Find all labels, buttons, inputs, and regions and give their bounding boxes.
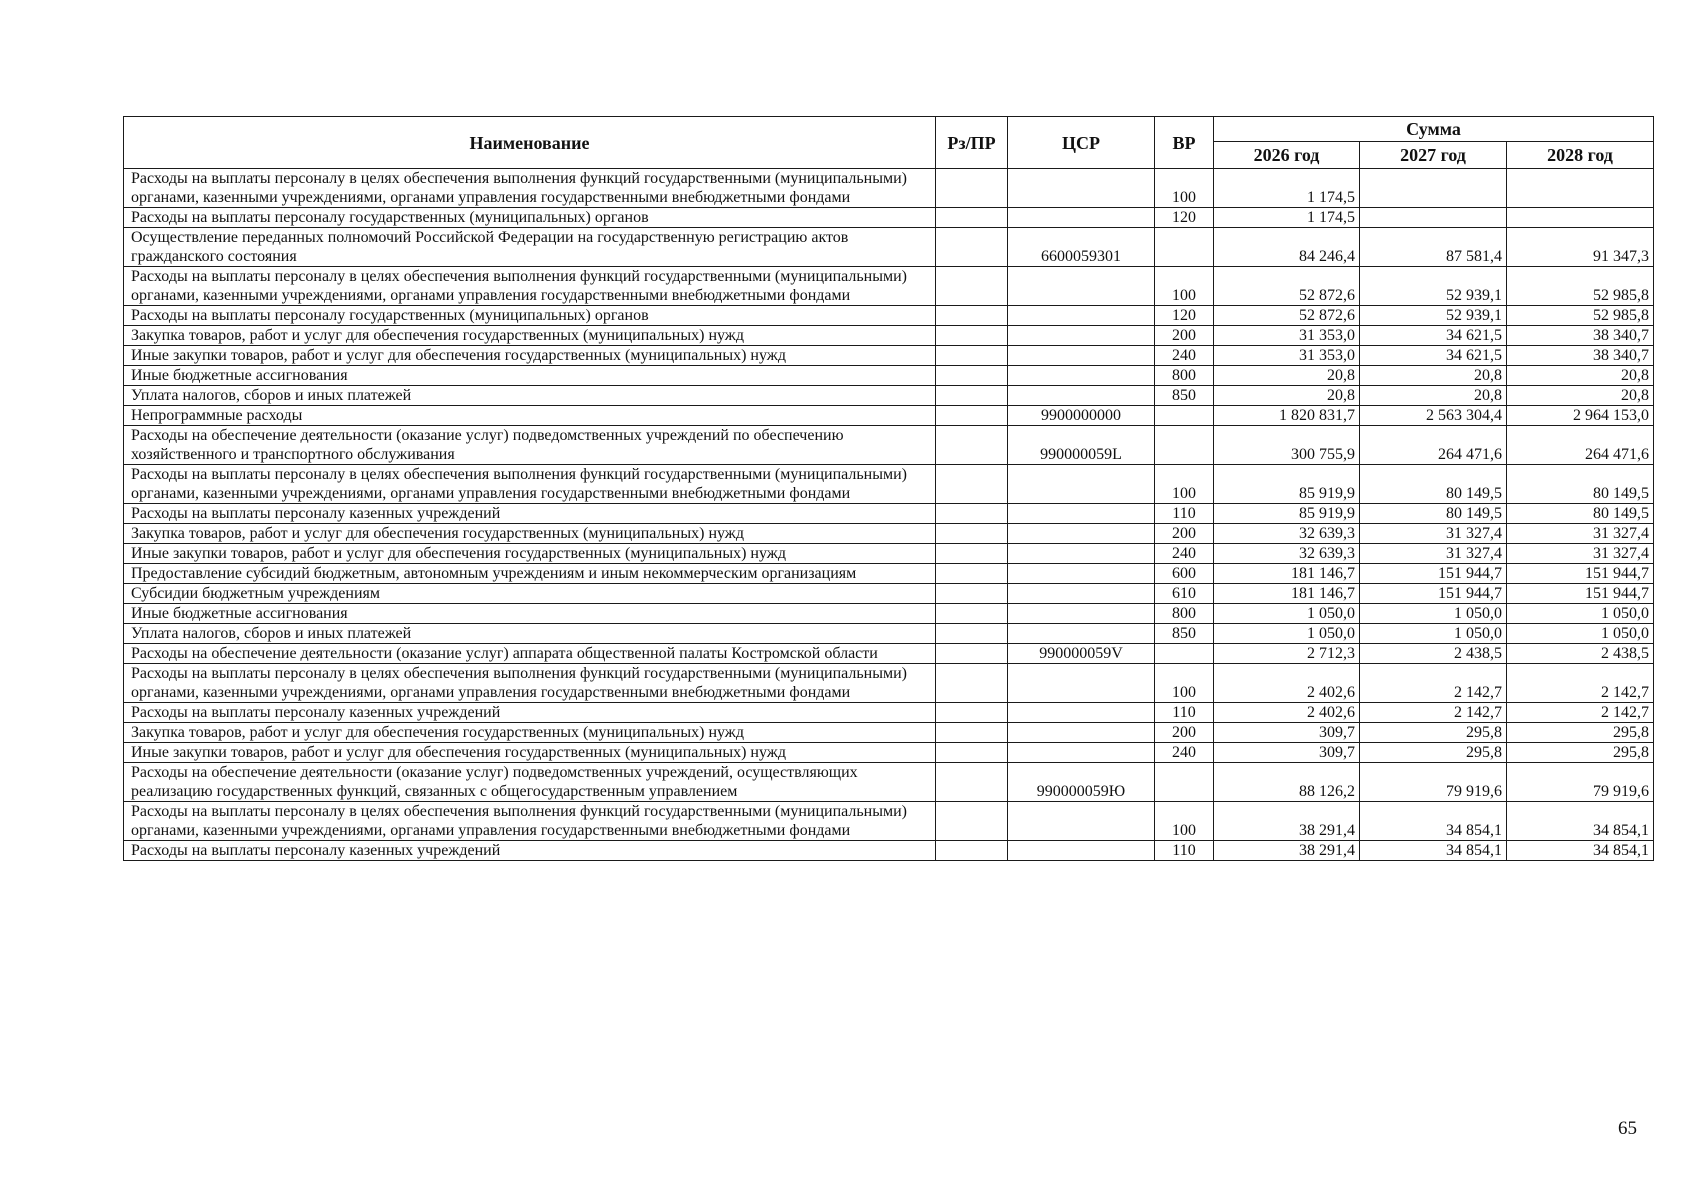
cell-rz [936, 306, 1008, 326]
table-row [124, 426, 1654, 465]
cell-vr: 100 [1155, 169, 1214, 208]
cell-2026: 1 050,0 [1214, 604, 1360, 624]
cell-2028: 151 944,7 [1507, 584, 1654, 604]
cell-2028: 38 340,7 [1507, 346, 1654, 366]
cell-2026: 309,7 [1214, 723, 1360, 743]
cell-2027: 295,8 [1360, 723, 1507, 743]
cell-csr [1008, 604, 1155, 624]
cell-2027: 151 944,7 [1360, 584, 1507, 604]
cell-2028 [1507, 208, 1654, 228]
table-body [124, 169, 1654, 861]
cell-rz [936, 624, 1008, 644]
header-csr: ЦСР [1008, 117, 1155, 169]
cell-2028: 20,8 [1507, 386, 1654, 406]
cell-2026: 20,8 [1214, 366, 1360, 386]
cell-name: Иные закупки товаров, работ и услуг для обеспечения государственных (муниципальных) нужд [124, 544, 936, 564]
cell-csr [1008, 703, 1155, 723]
cell-2028: 20,8 [1507, 366, 1654, 386]
cell-name: Расходы на обеспечение деятельности (оказание услуг) подведомственных учреждений по обеспечению хозяйственного и транспортного обслуживания [124, 426, 936, 465]
header-vr: ВР [1155, 117, 1214, 169]
cell-2027: 295,8 [1360, 743, 1507, 763]
cell-rz [936, 504, 1008, 524]
cell-2026: 32 639,3 [1214, 544, 1360, 564]
cell-2027: 80 149,5 [1360, 465, 1507, 504]
cell-csr [1008, 346, 1155, 366]
table-row [124, 228, 1654, 267]
cell-2026: 1 820 831,7 [1214, 406, 1360, 426]
cell-rz [936, 564, 1008, 584]
cell-name: Иные закупки товаров, работ и услуг для обеспечения государственных (муниципальных) нужд [124, 346, 936, 366]
cell-name: Расходы на выплаты персоналу казенных учреждений [124, 504, 936, 524]
header-year-2027: 2027 год [1360, 142, 1507, 169]
cell-csr: 9900000000 [1008, 406, 1155, 426]
cell-csr [1008, 465, 1155, 504]
cell-2028: 151 944,7 [1507, 564, 1654, 584]
table-row [124, 763, 1654, 802]
cell-2027 [1360, 169, 1507, 208]
cell-csr [1008, 366, 1155, 386]
cell-name: Расходы на выплаты персоналу в целях обеспечения выполнения функций государственными (муниципальными) органами, казенными учреждениями, органами управления государственными внебюджетными фондами [124, 802, 936, 841]
cell-vr: 120 [1155, 208, 1214, 228]
cell-name: Расходы на обеспечение деятельности (оказание услуг) аппарата общественной палаты Костромской области [124, 644, 936, 664]
cell-2027: 34 621,5 [1360, 326, 1507, 346]
cell-2026: 181 146,7 [1214, 584, 1360, 604]
cell-name: Предоставление субсидий бюджетным, автономным учреждениям и иным некоммерческим организациям [124, 564, 936, 584]
table-row [124, 326, 1654, 346]
cell-2028: 2 142,7 [1507, 664, 1654, 703]
cell-2027: 2 563 304,4 [1360, 406, 1507, 426]
table-row [124, 504, 1654, 524]
cell-name: Расходы на обеспечение деятельности (оказание услуг) подведомственных учреждений, осуществляющих реализацию государственных функций, связанных с общегосударственным управлением [124, 763, 936, 802]
cell-rz [936, 644, 1008, 664]
cell-name: Расходы на выплаты персоналу казенных учреждений [124, 841, 936, 861]
cell-vr: 800 [1155, 366, 1214, 386]
header-name: Наименование [124, 117, 936, 169]
cell-csr: 990000059L [1008, 426, 1155, 465]
cell-name: Расходы на выплаты персоналу в целях обеспечения выполнения функций государственными (муниципальными) органами, казенными учреждениями, органами управления государственными внебюджетными фондами [124, 267, 936, 306]
cell-name: Расходы на выплаты персоналу государственных (муниципальных) органов [124, 208, 936, 228]
cell-csr [1008, 386, 1155, 406]
table-row [124, 664, 1654, 703]
cell-rz [936, 465, 1008, 504]
table-row [124, 604, 1654, 624]
cell-2027: 80 149,5 [1360, 504, 1507, 524]
cell-2028: 1 050,0 [1507, 624, 1654, 644]
header-rz: Рз/ПР [936, 117, 1008, 169]
cell-name: Закупка товаров, работ и услуг для обеспечения государственных (муниципальных) нужд [124, 326, 936, 346]
table-row [124, 406, 1654, 426]
cell-csr [1008, 723, 1155, 743]
cell-2028: 264 471,6 [1507, 426, 1654, 465]
cell-2026: 85 919,9 [1214, 504, 1360, 524]
cell-name: Расходы на выплаты персоналу казенных учреждений [124, 703, 936, 723]
cell-2027: 2 142,7 [1360, 664, 1507, 703]
cell-rz [936, 169, 1008, 208]
cell-2026: 2 712,3 [1214, 644, 1360, 664]
cell-csr [1008, 208, 1155, 228]
cell-name: Осуществление переданных полномочий Российской Федерации на государственную регистрацию актов гражданского состояния [124, 228, 936, 267]
cell-2027: 79 919,6 [1360, 763, 1507, 802]
cell-name: Расходы на выплаты персоналу в целях обеспечения выполнения функций государственными (муниципальными) органами, казенными учреждениями, органами управления государственными внебюджетными фондами [124, 169, 936, 208]
cell-rz [936, 426, 1008, 465]
table-row [124, 267, 1654, 306]
cell-vr: 200 [1155, 723, 1214, 743]
cell-2026: 38 291,4 [1214, 802, 1360, 841]
cell-rz [936, 386, 1008, 406]
cell-2027: 264 471,6 [1360, 426, 1507, 465]
cell-csr [1008, 664, 1155, 703]
cell-2026: 20,8 [1214, 386, 1360, 406]
cell-csr [1008, 169, 1155, 208]
cell-rz [936, 763, 1008, 802]
cell-rz [936, 228, 1008, 267]
cell-2028: 52 985,8 [1507, 267, 1654, 306]
cell-vr: 110 [1155, 504, 1214, 524]
cell-2027: 34 854,1 [1360, 841, 1507, 861]
cell-vr [1155, 426, 1214, 465]
table-row [124, 306, 1654, 326]
cell-vr: 610 [1155, 584, 1214, 604]
cell-vr [1155, 763, 1214, 802]
cell-2027: 2 142,7 [1360, 703, 1507, 723]
cell-2026: 2 402,6 [1214, 664, 1360, 703]
cell-2026: 31 353,0 [1214, 326, 1360, 346]
cell-2026: 32 639,3 [1214, 524, 1360, 544]
cell-rz [936, 524, 1008, 544]
cell-2028: 295,8 [1507, 723, 1654, 743]
cell-2028: 295,8 [1507, 743, 1654, 763]
cell-rz [936, 267, 1008, 306]
cell-2027: 31 327,4 [1360, 524, 1507, 544]
cell-2027: 52 939,1 [1360, 306, 1507, 326]
cell-csr [1008, 841, 1155, 861]
cell-2028: 52 985,8 [1507, 306, 1654, 326]
cell-2028: 1 050,0 [1507, 604, 1654, 624]
cell-rz [936, 208, 1008, 228]
cell-vr: 100 [1155, 267, 1214, 306]
cell-name: Иные закупки товаров, работ и услуг для обеспечения государственных (муниципальных) нужд [124, 743, 936, 763]
table-row [124, 366, 1654, 386]
table-row [124, 743, 1654, 763]
cell-2027: 34 621,5 [1360, 346, 1507, 366]
cell-2027: 1 050,0 [1360, 624, 1507, 644]
table-row [124, 208, 1654, 228]
cell-name: Расходы на выплаты персоналу в целях обеспечения выполнения функций государственными (муниципальными) органами, казенными учреждениями, органами управления государственными внебюджетными фондами [124, 465, 936, 504]
cell-2027: 87 581,4 [1360, 228, 1507, 267]
table-row [124, 465, 1654, 504]
cell-csr [1008, 267, 1155, 306]
cell-2027: 2 438,5 [1360, 644, 1507, 664]
cell-rz [936, 406, 1008, 426]
cell-vr: 100 [1155, 465, 1214, 504]
cell-2026: 1 050,0 [1214, 624, 1360, 644]
cell-name: Закупка товаров, работ и услуг для обеспечения государственных (муниципальных) нужд [124, 723, 936, 743]
cell-2028: 80 149,5 [1507, 504, 1654, 524]
table-row [124, 841, 1654, 861]
cell-2026: 300 755,9 [1214, 426, 1360, 465]
page-number: 65 [1618, 1118, 1637, 1139]
cell-name: Непрограммные расходы [124, 406, 936, 426]
cell-rz [936, 841, 1008, 861]
cell-2027: 31 327,4 [1360, 544, 1507, 564]
cell-csr: 990000059Ю [1008, 763, 1155, 802]
cell-name: Субсидии бюджетным учреждениям [124, 584, 936, 604]
cell-vr [1155, 228, 1214, 267]
cell-vr: 850 [1155, 624, 1214, 644]
cell-2027 [1360, 208, 1507, 228]
cell-csr [1008, 802, 1155, 841]
header-year-2026: 2026 год [1214, 142, 1360, 169]
table-row [124, 703, 1654, 723]
cell-vr [1155, 406, 1214, 426]
cell-rz [936, 604, 1008, 624]
cell-name: Уплата налогов, сборов и иных платежей [124, 386, 936, 406]
budget-table [123, 116, 1654, 861]
table-row [124, 802, 1654, 841]
cell-csr [1008, 504, 1155, 524]
cell-2027: 20,8 [1360, 386, 1507, 406]
cell-csr [1008, 584, 1155, 604]
table-row [124, 644, 1654, 664]
cell-2026: 31 353,0 [1214, 346, 1360, 366]
table-row [124, 723, 1654, 743]
cell-csr [1008, 624, 1155, 644]
cell-2028: 91 347,3 [1507, 228, 1654, 267]
cell-csr [1008, 306, 1155, 326]
cell-rz [936, 584, 1008, 604]
cell-name: Иные бюджетные ассигнования [124, 604, 936, 624]
table-row [124, 544, 1654, 564]
cell-vr: 100 [1155, 664, 1214, 703]
cell-2026: 38 291,4 [1214, 841, 1360, 861]
cell-csr: 6600059301 [1008, 228, 1155, 267]
cell-2027: 52 939,1 [1360, 267, 1507, 306]
cell-2028: 2 964 153,0 [1507, 406, 1654, 426]
cell-rz [936, 802, 1008, 841]
cell-2028: 79 919,6 [1507, 763, 1654, 802]
cell-rz [936, 723, 1008, 743]
cell-name: Расходы на выплаты персоналу государственных (муниципальных) органов [124, 306, 936, 326]
cell-2028: 38 340,7 [1507, 326, 1654, 346]
cell-2028 [1507, 169, 1654, 208]
header-sum: Сумма [1214, 117, 1654, 142]
cell-2028: 2 142,7 [1507, 703, 1654, 723]
cell-2027: 151 944,7 [1360, 564, 1507, 584]
cell-rz [936, 346, 1008, 366]
cell-2028: 80 149,5 [1507, 465, 1654, 504]
cell-csr: 990000059V [1008, 644, 1155, 664]
cell-2026: 88 126,2 [1214, 763, 1360, 802]
cell-vr: 200 [1155, 524, 1214, 544]
cell-2026: 84 246,4 [1214, 228, 1360, 267]
cell-vr: 110 [1155, 703, 1214, 723]
cell-2028: 31 327,4 [1507, 524, 1654, 544]
cell-vr: 850 [1155, 386, 1214, 406]
table-row [124, 564, 1654, 584]
cell-csr [1008, 743, 1155, 763]
cell-vr: 600 [1155, 564, 1214, 584]
cell-rz [936, 544, 1008, 564]
cell-2026: 52 872,6 [1214, 306, 1360, 326]
cell-name: Закупка товаров, работ и услуг для обеспечения государственных (муниципальных) нужд [124, 524, 936, 544]
table-row [124, 524, 1654, 544]
cell-csr [1008, 564, 1155, 584]
cell-vr: 800 [1155, 604, 1214, 624]
cell-rz [936, 326, 1008, 346]
cell-rz [936, 664, 1008, 703]
table-row [124, 386, 1654, 406]
cell-2026: 181 146,7 [1214, 564, 1360, 584]
table-row [124, 346, 1654, 366]
table-row [124, 169, 1654, 208]
cell-name: Иные бюджетные ассигнования [124, 366, 936, 386]
cell-vr: 200 [1155, 326, 1214, 346]
header-year-2028: 2028 год [1507, 142, 1654, 169]
cell-2026: 2 402,6 [1214, 703, 1360, 723]
table-row [124, 584, 1654, 604]
cell-rz [936, 703, 1008, 723]
cell-csr [1008, 544, 1155, 564]
cell-name: Уплата налогов, сборов и иных платежей [124, 624, 936, 644]
cell-rz [936, 743, 1008, 763]
cell-2028: 2 438,5 [1507, 644, 1654, 664]
cell-vr: 100 [1155, 802, 1214, 841]
cell-2028: 31 327,4 [1507, 544, 1654, 564]
cell-rz [936, 366, 1008, 386]
table-row [124, 624, 1654, 644]
cell-2026: 1 174,5 [1214, 169, 1360, 208]
cell-vr: 240 [1155, 346, 1214, 366]
cell-2026: 1 174,5 [1214, 208, 1360, 228]
cell-2026: 52 872,6 [1214, 267, 1360, 306]
cell-vr: 240 [1155, 743, 1214, 763]
cell-2027: 20,8 [1360, 366, 1507, 386]
cell-vr: 110 [1155, 841, 1214, 861]
cell-vr: 240 [1155, 544, 1214, 564]
cell-vr: 120 [1155, 306, 1214, 326]
budget-table-container [123, 116, 1653, 861]
cell-2028: 34 854,1 [1507, 841, 1654, 861]
cell-vr [1155, 644, 1214, 664]
cell-2028: 34 854,1 [1507, 802, 1654, 841]
cell-2026: 85 919,9 [1214, 465, 1360, 504]
cell-csr [1008, 326, 1155, 346]
table-header [124, 117, 1654, 169]
cell-csr [1008, 524, 1155, 544]
cell-name: Расходы на выплаты персоналу в целях обеспечения выполнения функций государственными (муниципальными) органами, казенными учреждениями, органами управления государственными внебюджетными фондами [124, 664, 936, 703]
cell-2027: 1 050,0 [1360, 604, 1507, 624]
cell-2026: 309,7 [1214, 743, 1360, 763]
cell-2027: 34 854,1 [1360, 802, 1507, 841]
